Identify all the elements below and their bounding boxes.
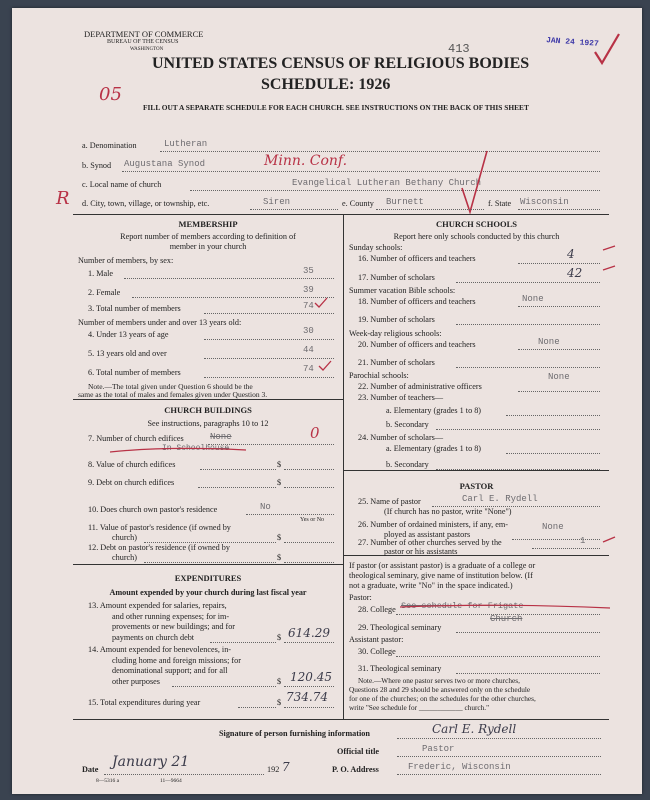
pastor-title: PASTOR [459,481,494,491]
q18-label: 18. Number of officers and teachers [358,297,476,306]
q9-dollar: $ [277,478,282,487]
q11-label-1: 11. Value of pastor's residence (if owned by [88,523,231,532]
local-name-label: c. Local name of church [82,180,162,189]
denomination-label: a. Denomination [82,141,137,150]
q13-value: 614.29 [288,626,330,640]
tick-mark-icon [602,244,616,252]
handwritten-code: 05 [99,84,122,105]
q4-label: 4. Under 13 years of age [88,330,169,339]
q28-label: 28. College [358,605,396,614]
pastor-note-1: Note.—Where one pastor serves two or more churches, [358,676,520,685]
q9-label: 9. Debt on church edifices [88,478,175,487]
q13-dollar: $ [277,633,282,642]
tick-mark-icon [602,535,616,545]
q26-label-2: ployed as assistant pastors [384,530,471,539]
synod-value: Augustana Synod [124,159,206,169]
check-mark-icon [318,360,332,372]
official-title-value: Pastor [422,744,455,754]
strike-mark-icon [398,602,612,614]
q16-label: 16. Number of officers and teachers [358,254,476,263]
q7-handwritten: 0 [310,424,320,442]
q12-label-1: 12. Debt on pastor's residence (if owned by [88,543,230,552]
check-mark-icon [592,30,622,68]
po-address-label: P. O. Address [332,765,379,774]
q22-label: 22. Number of administrative officers [358,382,482,391]
q20-value: None [538,337,560,347]
q7-typed: None [210,432,232,442]
q20-label: 20. Number of officers and teachers [358,340,476,349]
q2-label: 2. Female [88,288,121,297]
q27-label-1: 27. Number of other churches served by the [358,538,502,547]
synod-label: b. Synod [82,161,112,170]
graduate-note-1: If pastor (or assistant pastor) is a graduate of a college or [349,561,536,570]
q3-value: 74 [303,301,314,311]
q17-label: 17. Number of scholars [358,273,435,282]
instruction-line: FILL OUT A SEPARATE SCHEDULE FOR EACH CHURCH. SEE INSTRUCTIONS ON THE BACK OF THIS SHEET [143,103,529,112]
q11-dollar: $ [277,533,282,542]
q18-value: None [522,294,544,304]
q8-label: 8. Value of church edifices [88,460,176,469]
expenditures-intro: Amount expended by your church during last fiscal year [109,588,307,597]
q29-label: 29. Theological seminary [358,623,442,632]
q26-label-1: 26. Number of ordained ministers, if any, em- [358,520,508,529]
buildings-intro: See instructions, paragraphs 10 to 12 [147,419,269,428]
city-label-field: d. City, town, village, or township, etc. [82,199,210,208]
received-date-stamp: JAN 24 1927 [545,36,600,49]
schools-intro: Report here only schools conducted by this church [393,232,560,241]
q31-label: 31. Theological seminary [358,664,442,673]
q21-label: 21. Number of scholars [358,358,435,367]
official-title-label: Official title [337,747,380,756]
census-schedule-sheet [12,8,642,794]
handwritten-r-mark: R [56,188,70,209]
age-head: Number of members under and over 13 years old: [78,318,242,327]
signature-value: Carl E. Rydell [432,722,517,736]
year-digit: 7 [282,760,290,774]
q19-label: 19. Number of scholars [358,315,435,324]
pen-mark-icon [460,148,490,218]
form-code-1: 8—5316 a [96,778,120,784]
pastor-note-3: for one of the churches; on the schedules for the other churches, [349,694,536,703]
bureau-label: BUREAU OF THE CENSUS [107,39,179,45]
membership-note-2: same as the total of males and females given under Question 3. [78,390,268,399]
local-name-value: Evangelical Lutheran Bethany Church [292,178,482,188]
pastor-head: Pastor: [349,593,372,602]
q3-label: 3. Total number of members [88,304,181,313]
synod-handwritten-note: Minn. Conf. [264,153,348,169]
city-value: Siren [263,197,291,207]
q23b-label: b. Secondary [386,420,429,429]
year-prefix: 192 [267,765,280,774]
graduate-note-2: theological seminary, give name of institution below. (If [349,571,533,580]
date-value: January 21 [112,754,190,770]
q7-label: 7. Number of church edifices [88,434,184,443]
department-label: DEPARTMENT OF COMMERCE [84,29,204,39]
weekday-head: Week-day religious schools: [349,329,442,338]
yes-no-hint: Yes or No [300,517,325,523]
q27-label-2: pastor or his assistants [384,547,458,556]
assistant-head: Assistant pastor: [349,635,404,644]
county-label: e. County [342,199,374,208]
q8-dollar: $ [277,460,282,469]
q13-label: 13. Amount expended for salaries, repairs, and other running expenses; for im- provements or new buildings; and for payments on church debt [88,601,236,642]
q24a-label: a. Elementary (grades 1 to 8) [386,444,482,453]
graduate-note-3: not a graduate, write "No" in the space indicated.) [349,581,513,590]
q15-label: 15. Total expenditures during year [88,698,201,707]
q5-value: 44 [303,345,314,355]
q23a-label: a. Elementary (grades 1 to 8) [386,406,482,415]
q27-value: 1 [580,536,586,546]
q2-value: 39 [303,285,314,295]
q15-dollar: $ [277,698,282,707]
pastor-note-2: Questions 28 and 29 should be answered only on the schedule [349,685,531,694]
expenditures-title: EXPENDITURES [174,573,242,583]
q25-value: Carl E. Rydell [462,494,538,504]
q14-label: 14. Amount expended for benevolences, in- cluding home and foreign missions; for denominational support; and for all other purposes [88,645,241,686]
q14-dollar: $ [277,677,282,686]
q23-label: 23. Number of teachers— [358,393,444,402]
q24-label: 24. Number of scholars— [358,433,444,442]
state-label: f. State [488,199,512,208]
q4-value: 30 [303,326,314,336]
check-mark-icon [314,297,328,309]
membership-intro-1: Report number of members according to definition of [120,232,296,241]
membership-title: MEMBERSHIP [178,219,238,229]
membership-intro-2: member in your church [169,242,247,251]
q10-value: No [260,502,271,512]
tick-mark-icon [602,264,616,272]
q16-value: 4 [567,247,575,261]
q12-label-2: church) [112,553,138,562]
q25-label: 25. Name of pastor [358,497,421,506]
members-by-sex-head: Number of members, by sex: [78,256,174,265]
q7-sub-note: In Schoolhouse [162,444,230,453]
q26-value: None [542,522,564,532]
q5-label: 5. 13 years old and over [88,349,167,358]
q24b-label: b. Secondary [386,460,429,469]
q1-label: 1. Male [88,269,114,278]
q11-label-2: church) [112,533,138,542]
schedule-number: 413 [448,42,470,56]
q25-hint: (If church has no pastor, write "None") [384,507,512,516]
buildings-title: CHURCH BUILDINGS [164,405,252,415]
q29-value: Church [490,614,523,624]
q14-value: 120.45 [290,670,332,684]
date-label: Date [82,765,99,774]
summer-head: Summer vacation Bible schools: [349,286,456,295]
schools-title: CHURCH SCHOOLS [436,219,517,229]
q12-dollar: $ [277,553,282,562]
underline-mark-icon [108,444,248,456]
q17-value: 42 [567,266,583,280]
parochial-head: Parochial schools: [349,371,409,380]
county-value: Burnett [386,197,424,207]
pastor-note-4: write "See schedule for ____________ church." [349,703,490,712]
signature-label: Signature of person furnishing information [219,729,370,738]
membership-note-1: Note.—The total given under Question 6 should be the [88,382,253,391]
po-address-value: Frederic, Wisconsin [408,762,511,772]
state-value: Wisconsin [520,197,569,207]
form-title: UNITED STATES CENSUS OF RELIGIOUS BODIES [152,55,530,72]
q6-label: 6. Total number of members [88,368,181,377]
q30-label: 30. College [358,647,396,656]
q10-label: 10. Does church own pastor's residence [88,505,218,514]
q6-value: 74 [303,364,314,374]
schedule-title: SCHEDULE: 1926 [261,76,391,93]
sunday-head: Sunday schools: [349,243,403,252]
q1-value: 35 [303,266,314,276]
q15-value: 734.74 [286,690,328,704]
denomination-value: Lutheran [164,139,208,149]
city-label: WASHINGTON [130,47,164,52]
q28-value: See schedule for Frigate [401,601,524,611]
form-code-2: 11—9664 [160,778,182,784]
q22-value: None [548,372,570,382]
